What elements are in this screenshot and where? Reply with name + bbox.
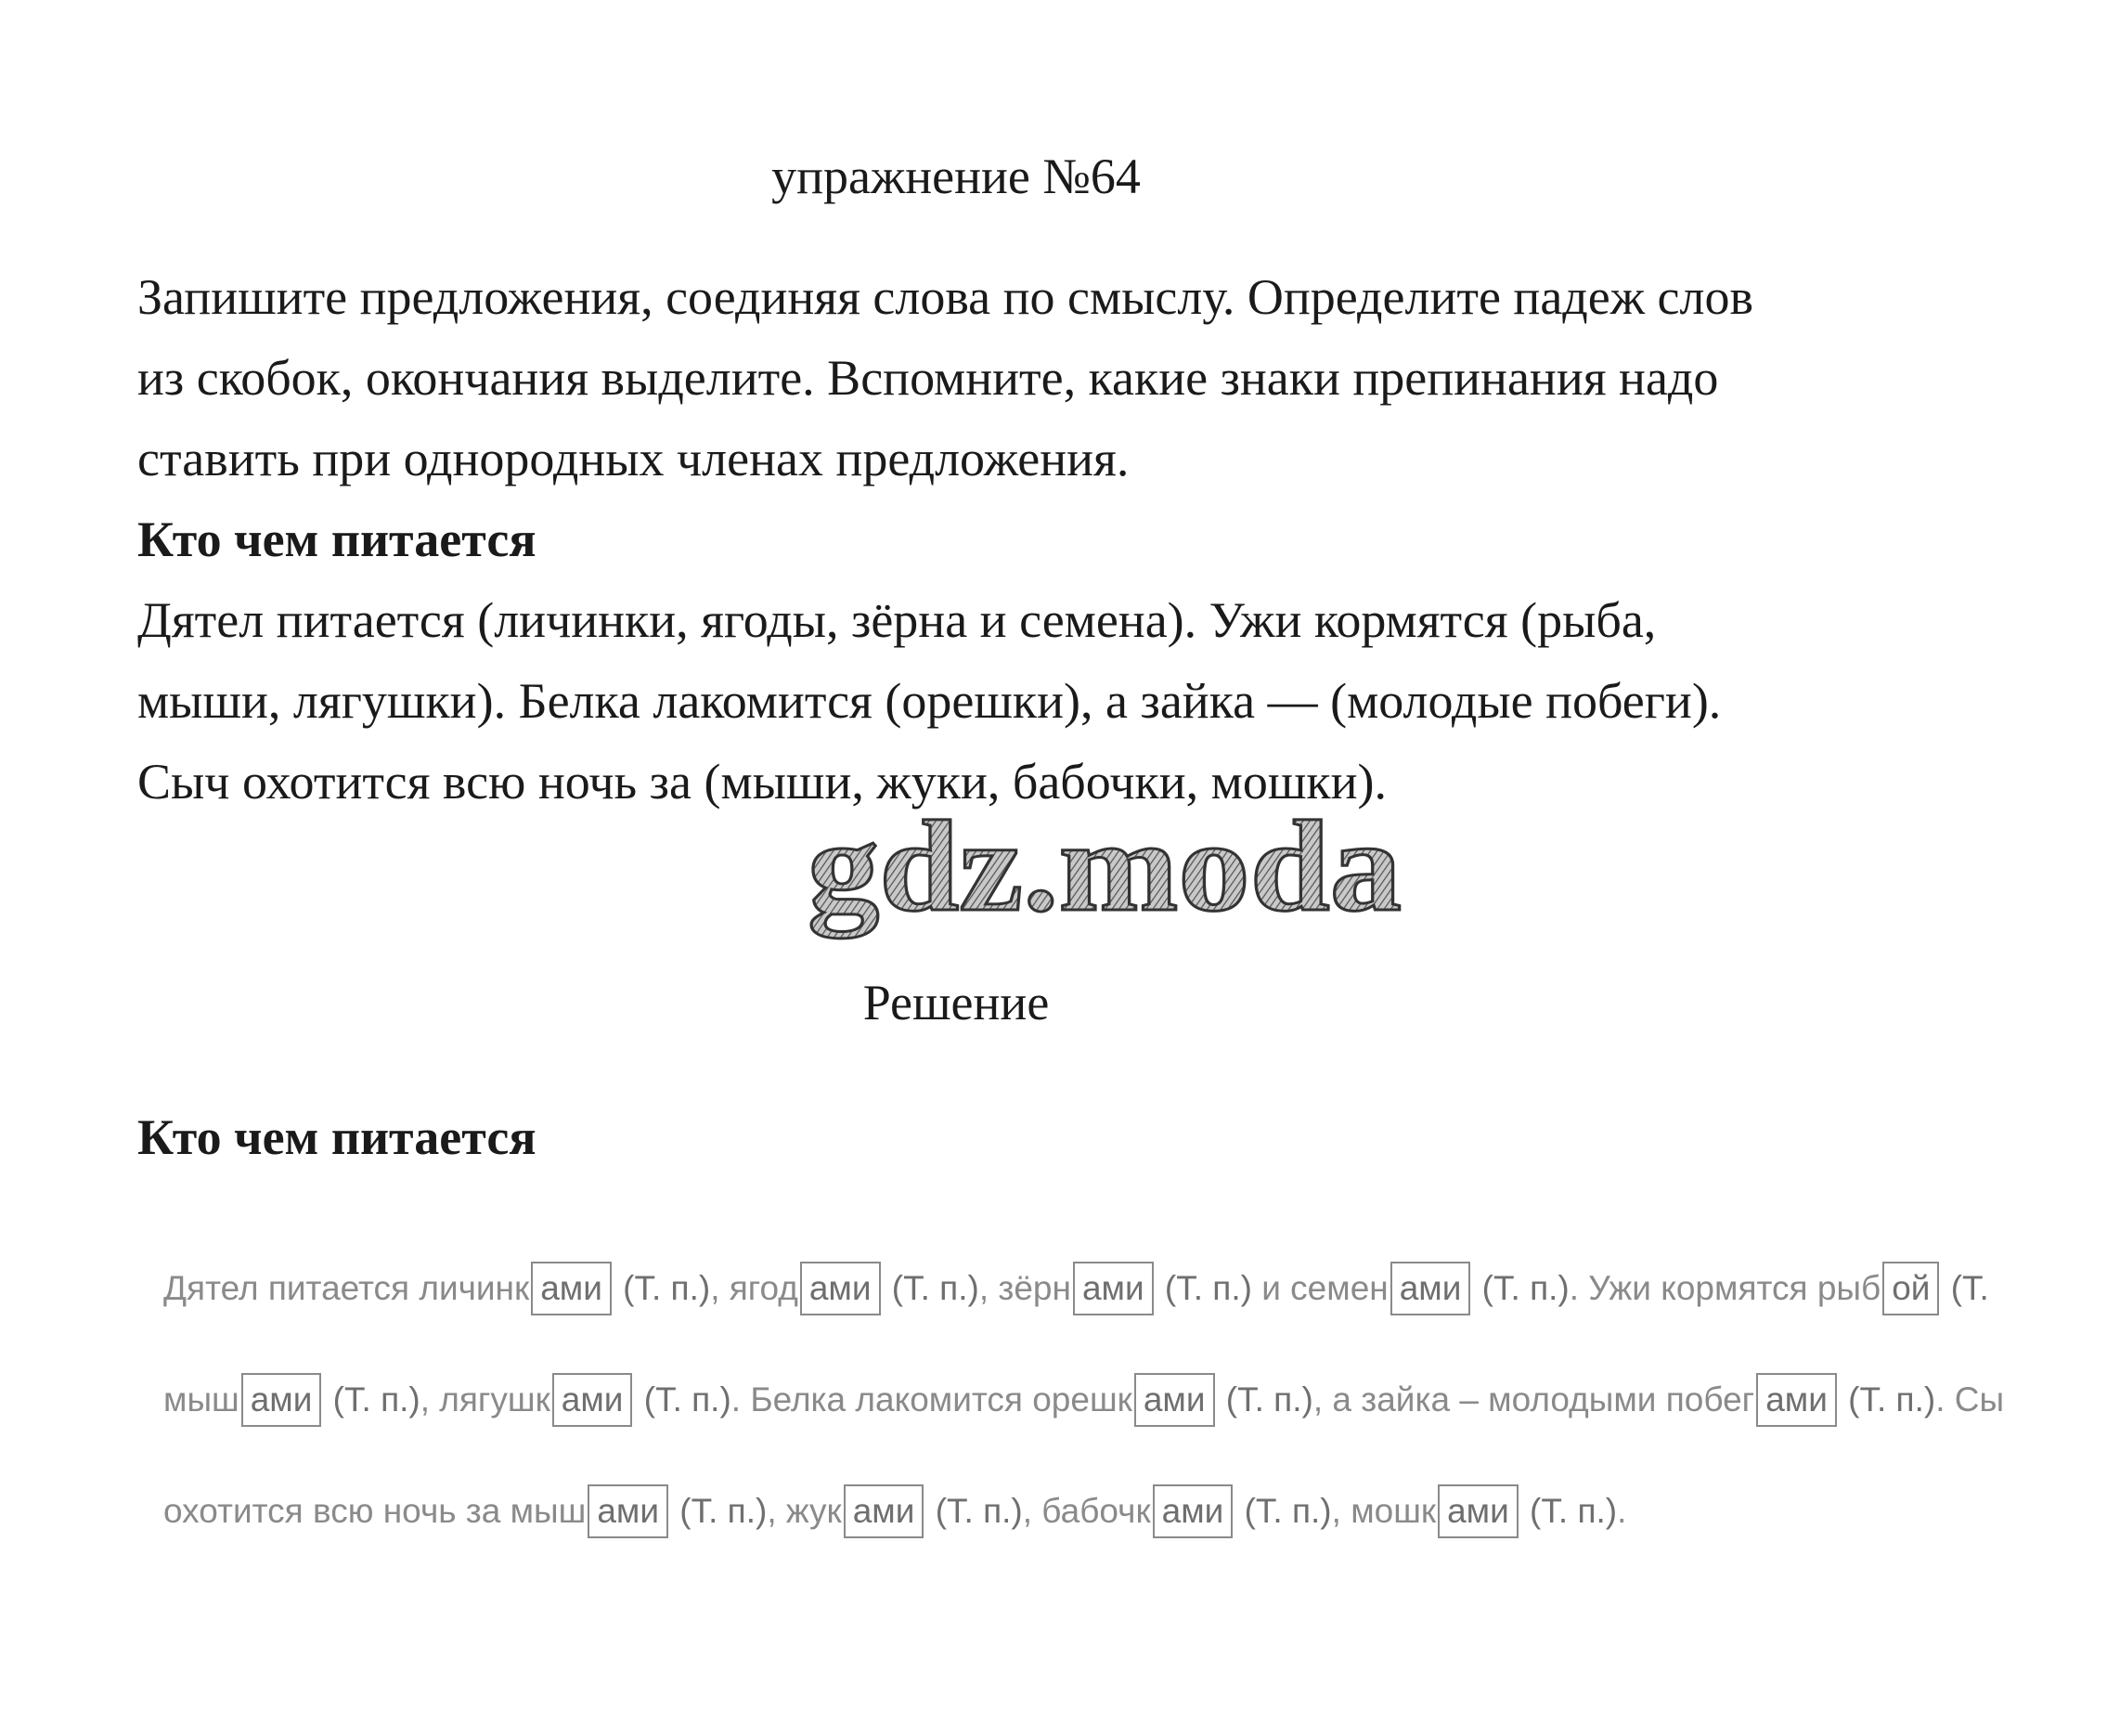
word-ending-box: ами (1153, 1484, 1234, 1538)
answer-text: охотится всю ночь за мыш (163, 1492, 587, 1530)
case-label: (Т. п.) (1519, 1492, 1618, 1530)
case-label: (Т. п.) (1155, 1269, 1252, 1307)
word-ending-box: ами (800, 1262, 881, 1315)
case-label: (Т. п.) (925, 1492, 1023, 1530)
answer-text: . (1617, 1492, 1627, 1530)
case-label: (Т. (1941, 1269, 1989, 1307)
word-ending-box: ами (1756, 1373, 1837, 1427)
case-label: (Т. п.) (882, 1269, 979, 1307)
answer-line (163, 1369, 2107, 1481)
word-ending-box: ами (1073, 1262, 1154, 1315)
solution-label: Решение (862, 975, 1050, 1030)
answer-text: , жук (767, 1492, 842, 1530)
answer-text: , бабочк (1022, 1492, 1151, 1530)
task-block (137, 257, 1808, 823)
task-heading: Кто чем питается (137, 512, 536, 567)
case-label: (Т. п.) (1216, 1380, 1313, 1419)
watermark-text: gdz.moda (808, 800, 1402, 939)
case-label: (Т. п.) (323, 1380, 420, 1419)
answer-text: , ягод (710, 1269, 798, 1307)
answer-line (163, 1481, 2107, 1592)
answer-text: , лягушк (420, 1380, 550, 1419)
task-instruction: Запишите предложения, соединяя слова по смыслу. Определите падеж слов из скобок, окончания выделите. Вспомните, какие знаки препинания надо ставить при однородных членах предложения. (137, 269, 1753, 486)
case-label: (Т. п.) (634, 1380, 731, 1419)
answer-text: . Белка лакомится орешк (730, 1380, 1132, 1419)
case-label: (Т. п.) (1472, 1269, 1570, 1307)
word-ending-box: ами (1134, 1373, 1215, 1427)
word-ending-box: ами (531, 1262, 612, 1315)
answer-text: Дятел питается личинк (163, 1269, 530, 1307)
solution-heading: Кто чем питается (137, 1109, 536, 1165)
watermark-logo (800, 800, 1413, 949)
answer-text: , мошк (1331, 1492, 1437, 1530)
answer-block (163, 1258, 2107, 1592)
word-ending-box: ой (1882, 1262, 1939, 1315)
answer-text: мыш (163, 1380, 239, 1419)
answer-text: . Ужи кормятся рыб (1569, 1269, 1881, 1307)
case-label: (Т. п.) (1234, 1492, 1332, 1530)
case-label: (Т. п.) (613, 1269, 711, 1307)
word-ending-box: ами (1390, 1262, 1471, 1315)
answer-line (163, 1258, 2107, 1369)
case-label: (Т. п.) (1838, 1380, 1936, 1419)
word-ending-box: ами (241, 1373, 322, 1427)
answer-text: , а зайка – молодыми побег (1312, 1380, 1755, 1419)
exercise-title: упражнение №64 (771, 149, 1141, 204)
word-ending-box: ами (588, 1484, 668, 1538)
answer-text: . Сы (1935, 1380, 2005, 1419)
word-ending-box: ами (1438, 1484, 1519, 1538)
task-text: Дятел питается (личинки, ягоды, зёрна и семена). Ужи кормятся (рыба, мыши, лягушки). Белка лакомится (орешки), а зайка — (молодые побеги). Сыч охотится всю ночь за (мыши, жуки, бабочки, мошки). (137, 592, 1722, 810)
word-ending-box: ами (552, 1373, 633, 1427)
answer-text: , зёрн (978, 1269, 1071, 1307)
case-label: (Т. п.) (670, 1492, 768, 1530)
word-ending-box: ами (844, 1484, 924, 1538)
answer-text: и семен (1251, 1269, 1389, 1307)
